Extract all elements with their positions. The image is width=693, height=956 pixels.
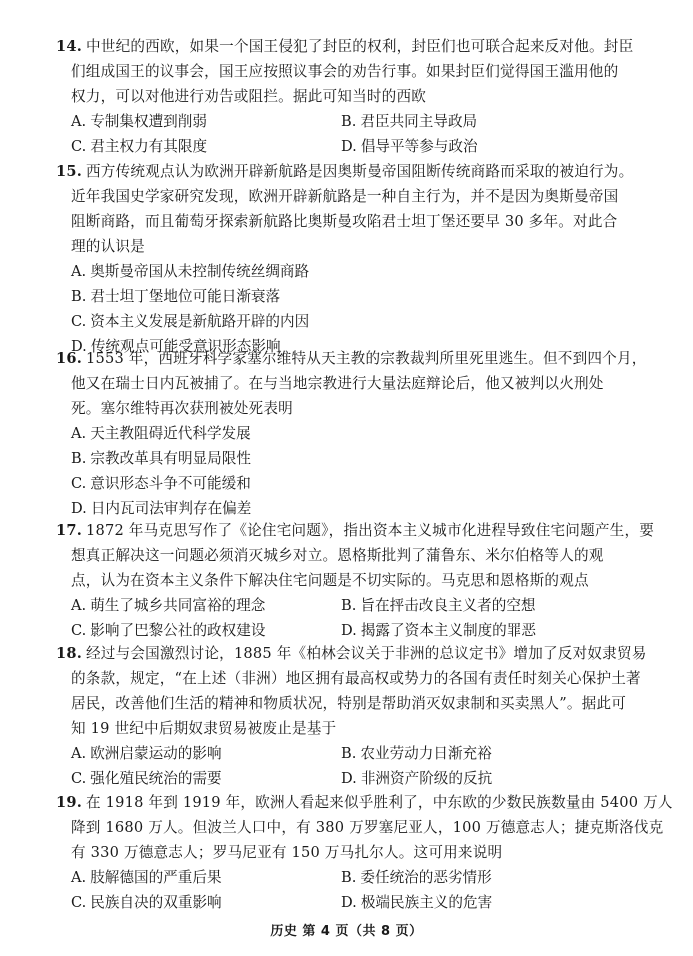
options [56,593,674,643]
option-d[interactable]: D. 极端民族主义的危害 [341,894,493,911]
question-16 [56,346,674,521]
option-a[interactable]: A. 专制集权遭到削弱 [71,113,207,130]
options [56,865,674,915]
question-14 [56,34,674,159]
question-stem-line: 1553 年，西班牙科学家塞尔维特从天主教的宗教裁判所里死里逃生。但不到四个月， [86,350,647,367]
option-a[interactable]: A. 欧洲启蒙运动的影响 [71,745,222,762]
option-d[interactable]: D. 非洲资产阶级的反抗 [341,770,493,787]
question-stem-line: 权力，可以对他进行劝告或阻拦。据此可知当时的西欧 [71,88,427,105]
question-stem-line: 点，认为在资本主义条件下解决住宅问题是不切实际的。马克思和恩格斯的观点 [71,572,589,589]
question-stem-line: 近年我国史学家研究发现，欧洲开辟新航路是一种自主行为，并不是因为奥斯曼帝国 [71,188,619,205]
question-number: 19. [56,794,82,811]
question-stem-line: 中世纪的西欧，如果一个国王侵犯了封臣的权利，封臣们也可联合起来反对他。封臣 [86,38,634,55]
option-a[interactable]: A. 奥斯曼帝国从未控制传统丝绸商路 [71,263,310,280]
options [56,421,674,521]
option-d[interactable]: D. 倡导平等参与政治 [341,138,478,155]
option-b[interactable]: B. 委任统治的恶劣情形 [341,869,492,886]
option-d[interactable]: D. 揭露了资本主义制度的罪恶 [341,622,536,639]
question-stem-line: 在 1918 年到 1919 年，欧洲人看起来似乎胜利了，中东欧的少数民族数量由 5400 万人 [86,794,673,811]
question-18 [56,641,674,791]
option-c[interactable]: C. 君主权力有其限度 [71,138,208,155]
question-stem-line: 的条款，规定，“在上述（非洲）地区拥有最高权或势力的各国有责任时刻关心保护土著 [71,670,641,687]
option-c[interactable]: C. 影响了巴黎公社的政权建设 [71,622,266,639]
option-d[interactable]: D. 传统观点可能受意识形态影响 [71,338,281,355]
option-a[interactable]: A. 天主教阻碍近代科学发展 [71,425,251,442]
option-a[interactable]: A. 萌生了城乡共同富裕的理念 [71,597,266,614]
question-stem-line: 西方传统观点认为欧洲开辟新航路是因奥斯曼帝国阻断传统商路而采取的被迫行为。 [86,163,634,180]
question-stem-line: 阻断商路，而且葡萄牙探索新航路比奥斯曼攻陷君士坦丁堡还要早 30 多年。对此合 [71,213,618,230]
options [56,109,674,159]
question-stem-line: 降到 1680 万人。但波兰人口中，有 380 万罗塞尼亚人，100 万德意志人；捷克斯洛伐克 [71,819,664,836]
question-19 [56,790,674,915]
question-number: 18. [56,645,82,662]
question-17 [56,518,674,643]
options [56,259,674,359]
option-c[interactable]: C. 强化殖民统治的需要 [71,770,222,787]
options [56,741,674,791]
question-stem-line: 1872 年马克思写作了《论住宅问题》，指出资本主义城市化进程导致住宅问题产生，要 [86,522,655,539]
question-number: 17. [56,522,82,539]
option-c[interactable]: C. 民族自决的双重影响 [71,894,222,911]
option-d[interactable]: D. 日内瓦司法审判存在偏差 [71,500,252,517]
option-b[interactable]: B. 君臣共同主导政局 [341,113,478,130]
question-stem-line: 想真正解决这一问题必须消灭城乡对立。恩格斯批判了蒲鲁东、米尔伯格等人的观 [71,547,604,564]
option-b[interactable]: B. 宗教改革具有明显局限性 [71,450,251,467]
question-stem-line: 经过与会国激烈讨论，1885 年《柏林会议关于非洲的总议定书》增加了反对奴隶贸易 [86,645,647,662]
option-b[interactable]: B. 农业劳动力日渐充裕 [341,745,492,762]
option-c[interactable]: C. 资本主义发展是新航路开辟的内因 [71,313,310,330]
question-stem-line: 居民，改善他们生活的精神和物质状况，特别是帮助消灭奴隶制和买卖黑人”。据此可 [71,695,627,712]
option-b[interactable]: B. 君士坦丁堡地位可能日渐衰落 [71,288,281,305]
question-number: 14. [56,38,82,55]
question-stem-line: 理的认识是 [71,238,145,255]
option-c[interactable]: C. 意识形态斗争不可能缓和 [71,475,251,492]
option-b[interactable]: B. 旨在抨击改良主义者的空想 [341,597,536,614]
question-stem-line: 们组成国王的议事会，国王应按照议事会的劝告行事。如果封臣们觉得国王滥用他的 [71,63,619,80]
question-number: 15. [56,163,82,180]
question-stem-line: 知 19 世纪中后期奴隶贸易被废止是基于 [71,720,337,737]
question-stem-line: 他又在瑞士日内瓦被捕了。在与当地宗教进行大量法庭辩论后，他又被判以火刑处 [71,375,604,392]
question-stem-line: 死。塞尔维特再次获刑被处死表明 [71,400,293,417]
question-stem-line: 有 330 万德意志人；罗马尼亚有 150 万马扎尔人。这可用来说明 [71,844,503,861]
page-footer: 历史 第 4 页（共 8 页） [270,924,423,939]
question-15 [56,159,674,359]
option-a[interactable]: A. 肢解德国的严重后果 [71,869,222,886]
question-number: 16. [56,350,82,367]
